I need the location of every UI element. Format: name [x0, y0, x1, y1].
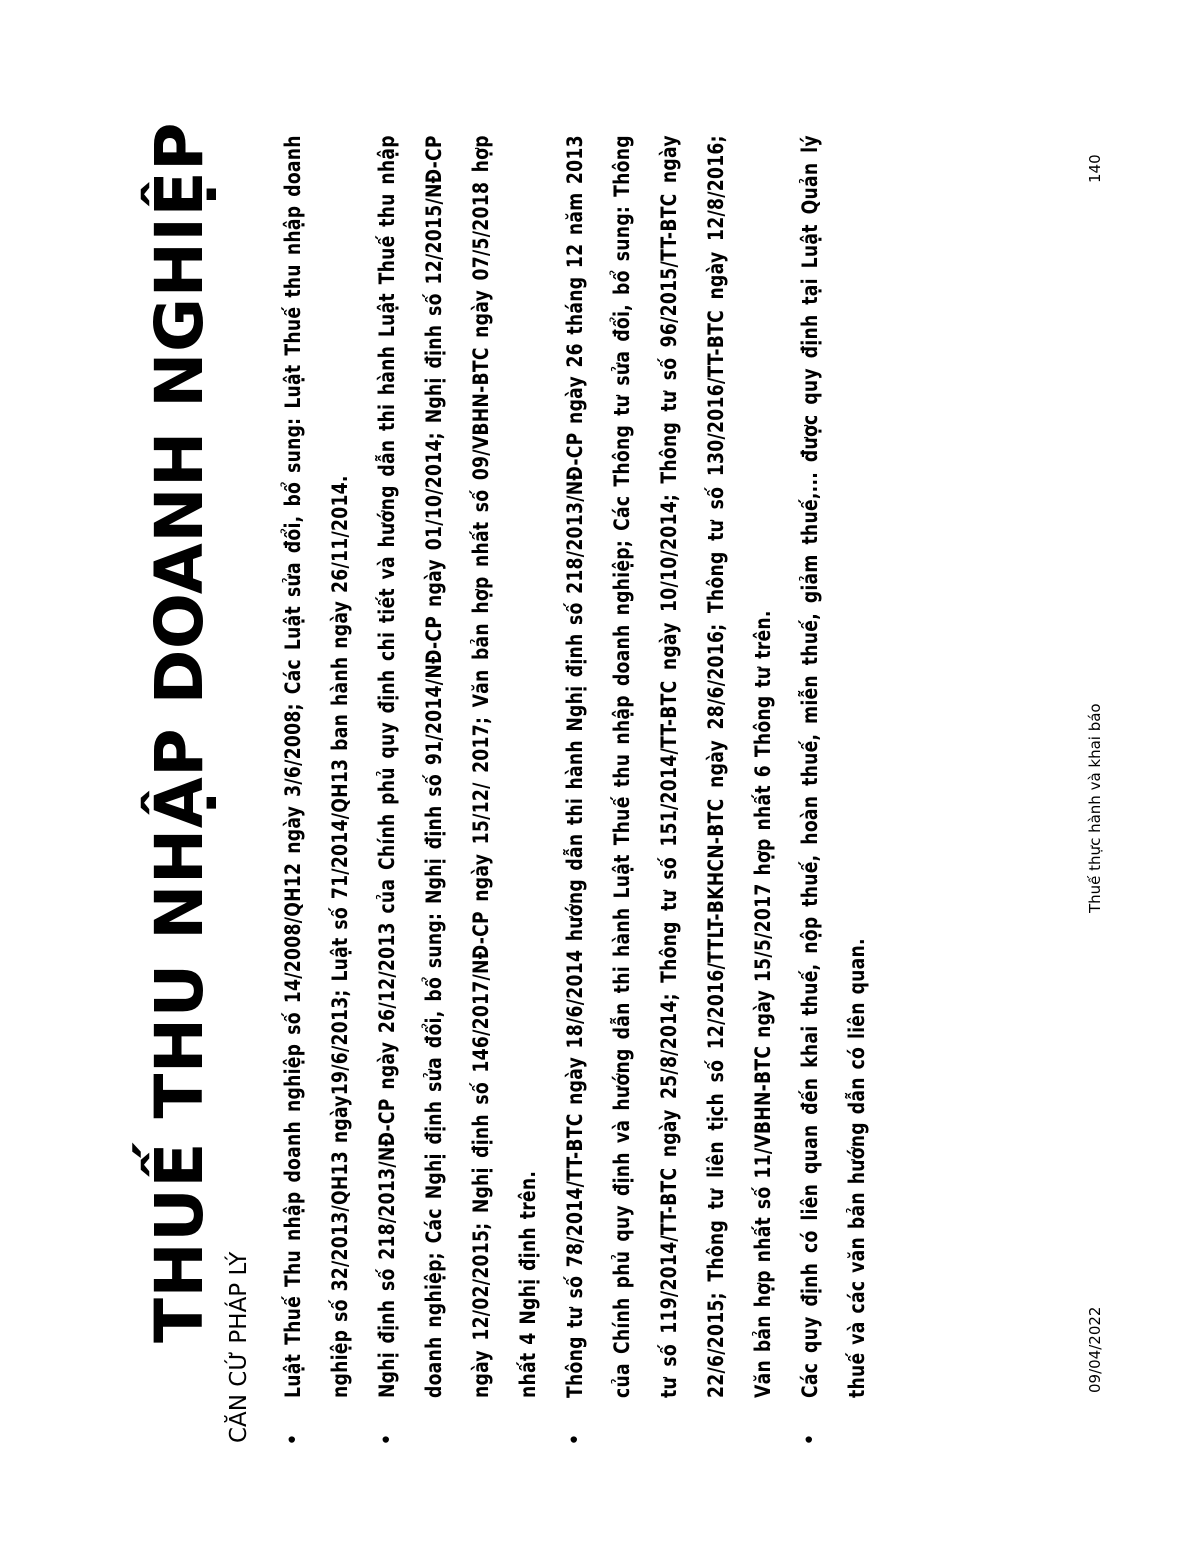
bullet-text: Các quy định có liên quan đến khai thuế, nộp thuế, hoàn thuế, miễn thuế, giảm thuế,... được quy định tại Luật Quản lý thuế và các văn bản hướng dẫn có liên quan.	[798, 135, 869, 1398]
footer-caption: Thuế thực hành và khai báo	[1086, 703, 1104, 913]
bullet-marker: •	[375, 1433, 400, 1446]
bullet-text: Thông tư số 78/2014/TT-BTC ngày 18/6/2014 hướng dẫn thi hành Nghị định số 218/2013/NĐ-CP ngày 26 tháng 12 năm 2013 của Chính phủ quy định và hướng dẫn thi hành Luật Thuế thu nhập doanh nghiệp; Các Thông tư sửa đổi, bổ sung: Thông tư số 119/2014/TT-BTC ngày 25/8/2014; Thông tư số 151/2014/TT-BTC ngày 10/10/2014; Thông tư số 96/2015/TT-BTC ngày 22/6/2015; Thông tư liên tịch số 12/2016/TTLT-BKHCN-BTC ngày 28/6/2016; Thông tư số 130/2016/TT-BTC ngày 12/8/2016; Văn bản hợp nhất số 11/VBHN-BTC ngày 15/5/2017 hợp nhất 6 Thông tư trên.	[563, 135, 775, 1398]
bullet-text: Nghị định số 218/2013/NĐ-CP ngày 26/12/2013 của Chính phủ quy định chi tiết và hướng dẫn thi hành Luật Thuế thu nhập doanh nghiệp; Các Nghị định sửa đổi, bổ sung: Nghị định số 91/2014/NĐ-CP ngày 01/10/2014; Nghị định số 12/2015/NĐ-CP ngày 12/02/2015; Nghị định số 146/2017/NĐ-CP ngày 15/12/ 2017; Văn bản hợp nhất số 09/VBHN-BTC ngày 07/5/2018 hợp nhất 4 Nghị định trên.	[375, 135, 540, 1398]
slide-title: THUẾ THU NHẬP DOANH NGHIỆP	[141, 122, 218, 1343]
bullet-text: Luật Thuế Thu nhập doanh nghiệp số 14/2008/QH12 ngày 3/6/2008; Các Luật sửa đổi, bổ sung: Luật Thuế thu nhập doanh nghiệp số 32/2013/QH13 ngày19/6/2013; Luật số 71/2014/QH13 ban hành ngày 26/11/2014.	[281, 135, 352, 1398]
bullet-marker: •	[563, 1433, 588, 1446]
bullet-list	[270, 128, 881, 1448]
bullet-marker: •	[281, 1433, 306, 1446]
page-number: 140	[1086, 154, 1104, 183]
bullet-marker: •	[798, 1433, 823, 1446]
list-item	[364, 128, 552, 1448]
list-item	[787, 128, 881, 1448]
footer-date: 09/04/2022	[1086, 1306, 1104, 1393]
list-item	[270, 128, 364, 1448]
section-subtitle: CĂN CỨ PHÁP LÝ	[226, 1251, 252, 1443]
list-item	[552, 128, 787, 1448]
